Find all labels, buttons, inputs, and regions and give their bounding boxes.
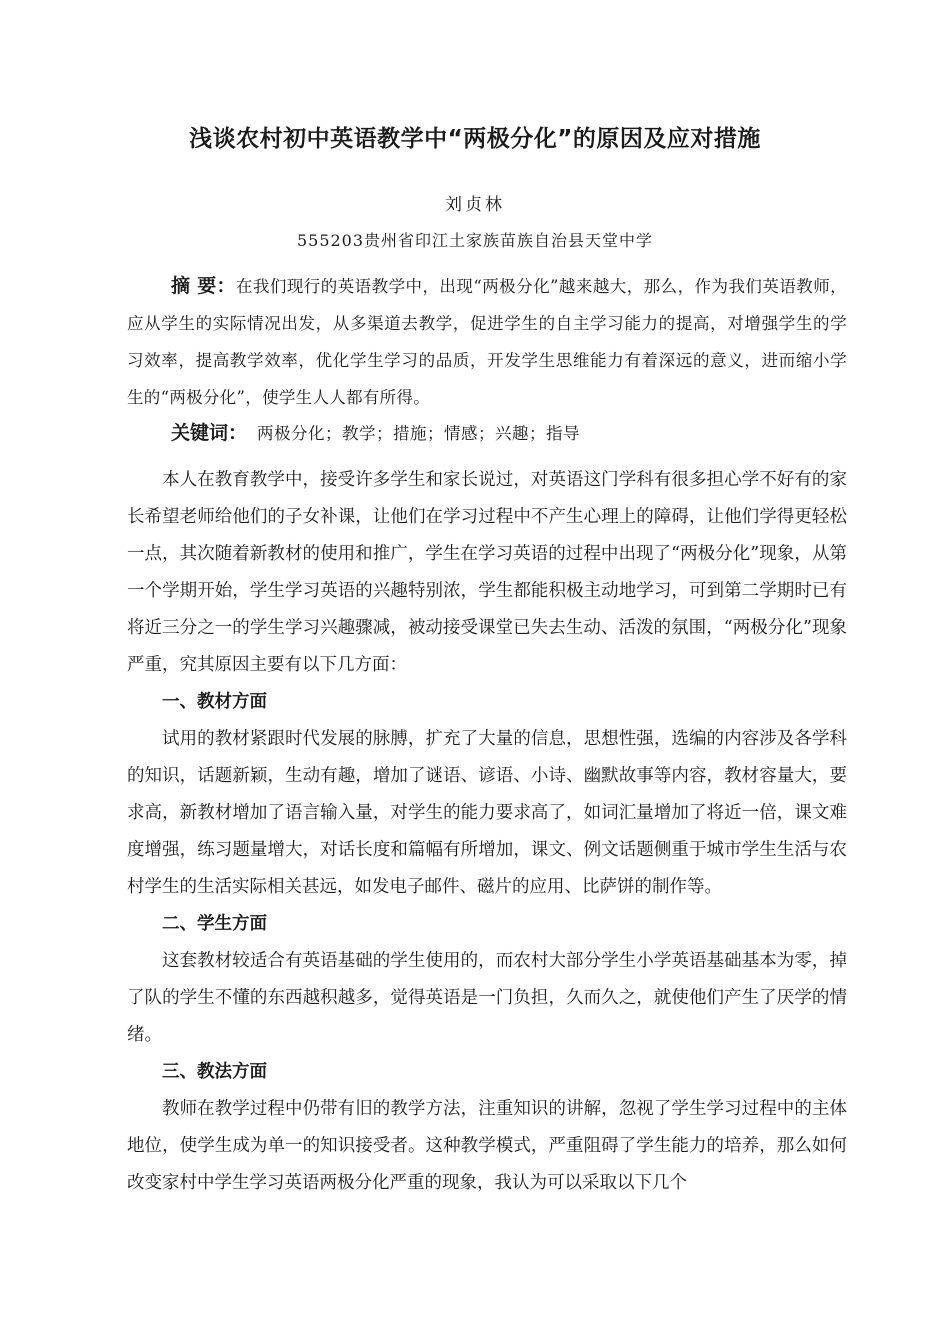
abstract-text: 在我们现行的英语教学中，出现“两极分化”越来越大，那么，作为我们英语教师，应从学生的实际情况出发，从多渠道去教学，促进学生的自主学习能力的提高，对增强学生的学习效率，提高教学效率，优化学生学习的品质，开发学生思维能力有着深远的意义，进而缩小学生的“两极分化”，使学生人人都有所得。 xyxy=(127,277,847,407)
abstract xyxy=(127,268,847,416)
abstract-label: 摘 要： xyxy=(171,275,236,297)
keywords xyxy=(171,418,851,449)
author-name: 刘贞林 xyxy=(445,195,505,215)
section-paragraph-1: 试用的教材紧跟时代发展的脉膊，扩充了大量的信息，思想性强，选编的内容涉及各学科的知识，话题新颖，生动有趣，增加了谜语、谚语、小诗、幽默故事等内容，教材容量大，要求高，新教材增加了语言输入量，对学生的能力要求高了，如词汇量增加了将近一倍，课文难度增强，练习题量增大，对话长度和篇幅有所增加，课文、例文话题侧重于城市学生生活与农村学生的生活实际相关甚远，如发电子邮件、磁片的应用、比萨饼的制作等。 xyxy=(127,729,847,897)
paper-title: 浅谈农村初中英语教学中“两极分化”的原因及应对措施 xyxy=(189,126,761,152)
section-heading-1: 一、教材方面 xyxy=(162,692,267,712)
section-heading-2: 二、学生方面 xyxy=(162,914,267,934)
intro-paragraph: 本人在教育教学中，接受许多学生和家长说过，对英语这门学科有很多担心学不好有的家长希望老师给他们的子女补课，让他们在学习过程中不产生心理上的障碍，让他们学得更轻松一点，其次随着新教材的使用和推广，学生在学习英语的过程中出现了“两极分化”现象，从第一个学期开始，学生学习英语的兴趣特别浓，学生都能积极主动地学习，可到第二学期时已有将近三分之一的学生学习兴趣骤减，被动接受课堂已失去生动、活泼的氛围，“两极分化”现象严重，究其原因主要有以下几方面： xyxy=(127,470,847,675)
section-heading-3: 三、教法方面 xyxy=(162,1062,267,1082)
author-affiliation: 555203贵州省印江土家族苗族自治县天堂中学 xyxy=(296,231,654,250)
keywords-text: 两极分化；教学；措施；情感；兴趣；指导 xyxy=(257,424,581,443)
section-paragraph-2: 这套教材较适合有英语基础的学生使用的，而农村大部分学生小学英语基础基本为零，掉了队的学生不懂的东西越积越多，觉得英语是一门负担，久而久之，就使他们产生了厌学的情绪。 xyxy=(127,951,847,1045)
body-text xyxy=(127,462,847,1202)
section-paragraph-3: 教师在教学过程中仍带有旧的教学方法，注重知识的讲解，忽视了学生学习过程中的主体地位，使学生成为单一的知识接受者。这种教学模式，严重阻碍了学生能力的培养，那么如何改变家村中学生学习英语两极分化严重的现象，我认为可以采取以下几个 xyxy=(127,1099,847,1193)
keywords-label: 关键词： xyxy=(171,422,248,444)
